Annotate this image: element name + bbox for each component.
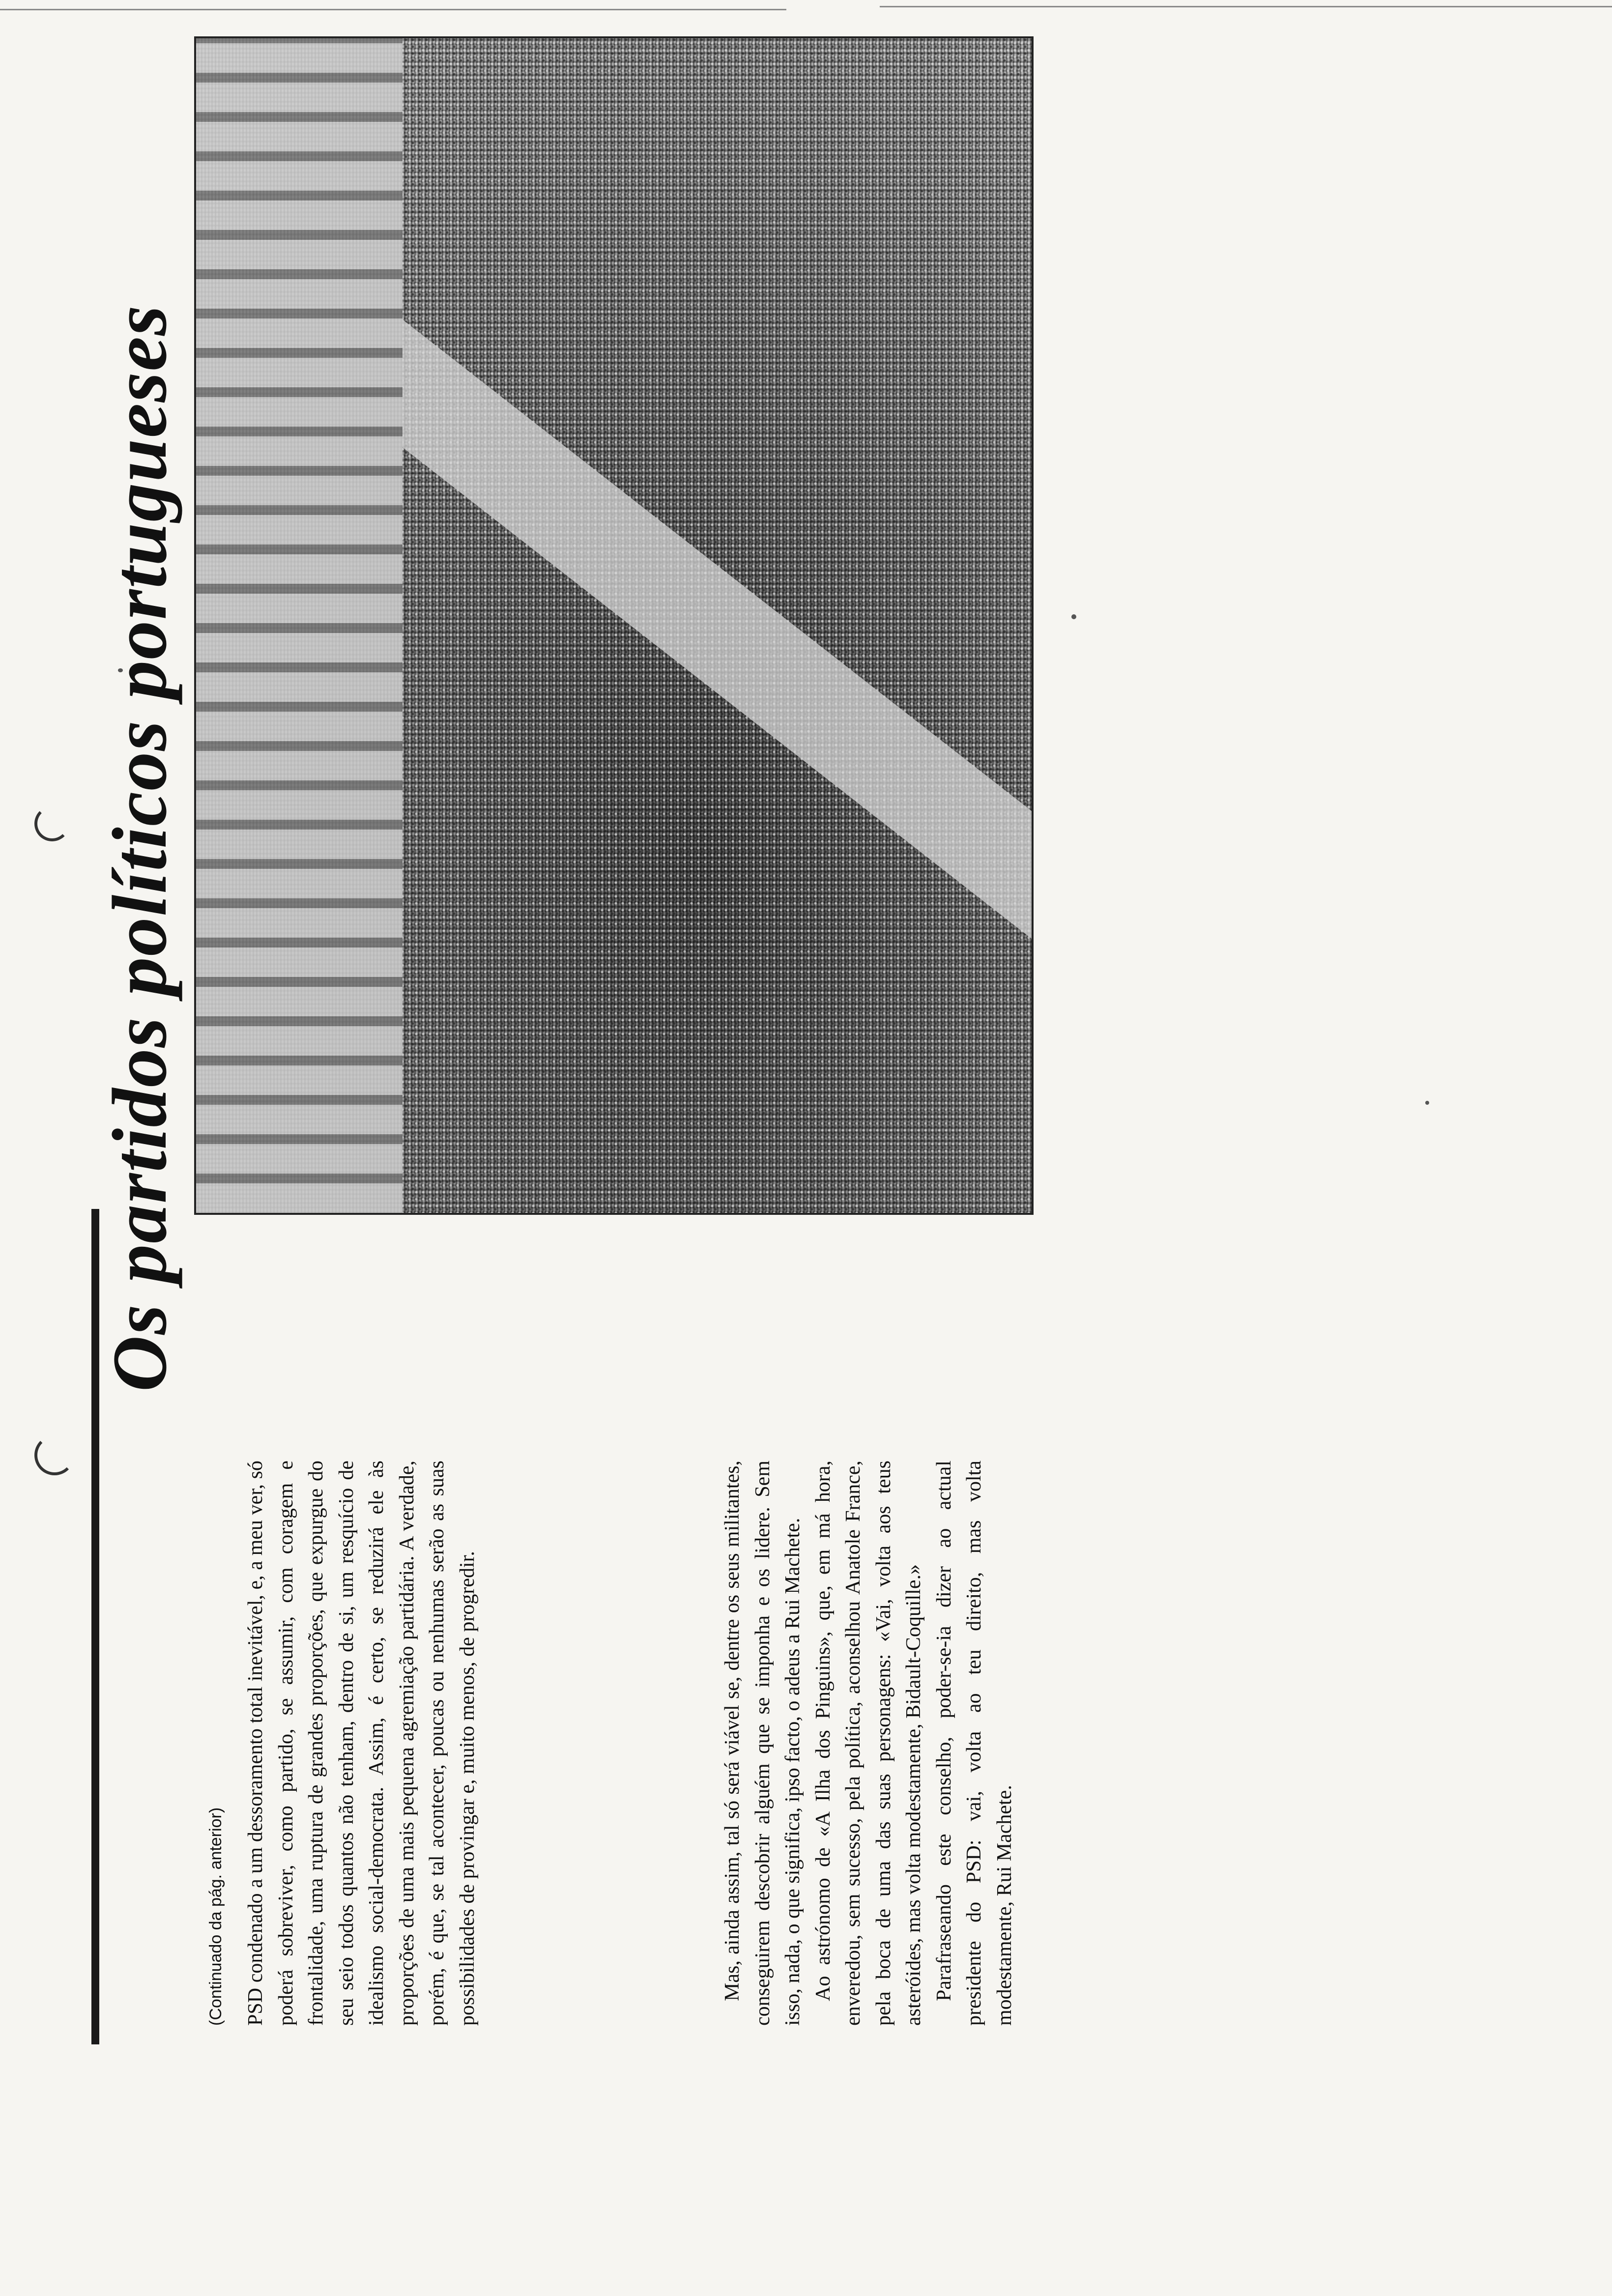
crowd-photo [194,36,1034,1215]
article-paragraph: Mas, ainda assim, tal só será viável se, dentre os seus militantes, conseguirem descobrir alguém que se imponha e os lidere. Sem isso, nada, o que significa, ipso facto, o adeus a Rui Machete. [721,1461,804,2026]
article-headline: Os partidos políticos portugueses [97,304,183,1392]
article-paragraph: Ao astrónomo de «A Ilha dos Pinguins», que, em má hora, enveredou, sem sucesso, pela política, aconselhou Anatole France, pela boca de uma das suas personagens: «Vai, volta aos teus asteróides, mas volta modestamente, Bidault-Coquille.» [811,1461,925,2026]
article-paragraph: Parafraseando este conselho, poder-se-ia dizer ao actual presidente do PSD: vai, volta ao teu direito, mas volta modestamente, Rui Machete. [932,1461,1016,2026]
photo-building [196,38,403,1213]
article-column-1 [241,1461,483,2026]
continued-note: (Continuado da pág. anterior) [206,1807,225,2026]
article-paragraph: PSD condenado a um dessoramento total inevitável, e, a meu ver, só poderá sobreviver, como partido, se assumir, com coragem e frontalidade, uma ruptura de grandes proporções, que expurgue do seu seio todos quantos não tenham, dentro de si, um resquício de idealismo social-democrata. Assim, é certo, se reduzirá ele às proporções de uma mais pequena agremiação partidária. A verdade, porém, é que, se tal acontecer, poucas ou nenhumas serão as suas possibilidades de provingar e, muito menos, de progredir. [244,1461,479,2026]
article-column-2 [718,1461,1020,2026]
